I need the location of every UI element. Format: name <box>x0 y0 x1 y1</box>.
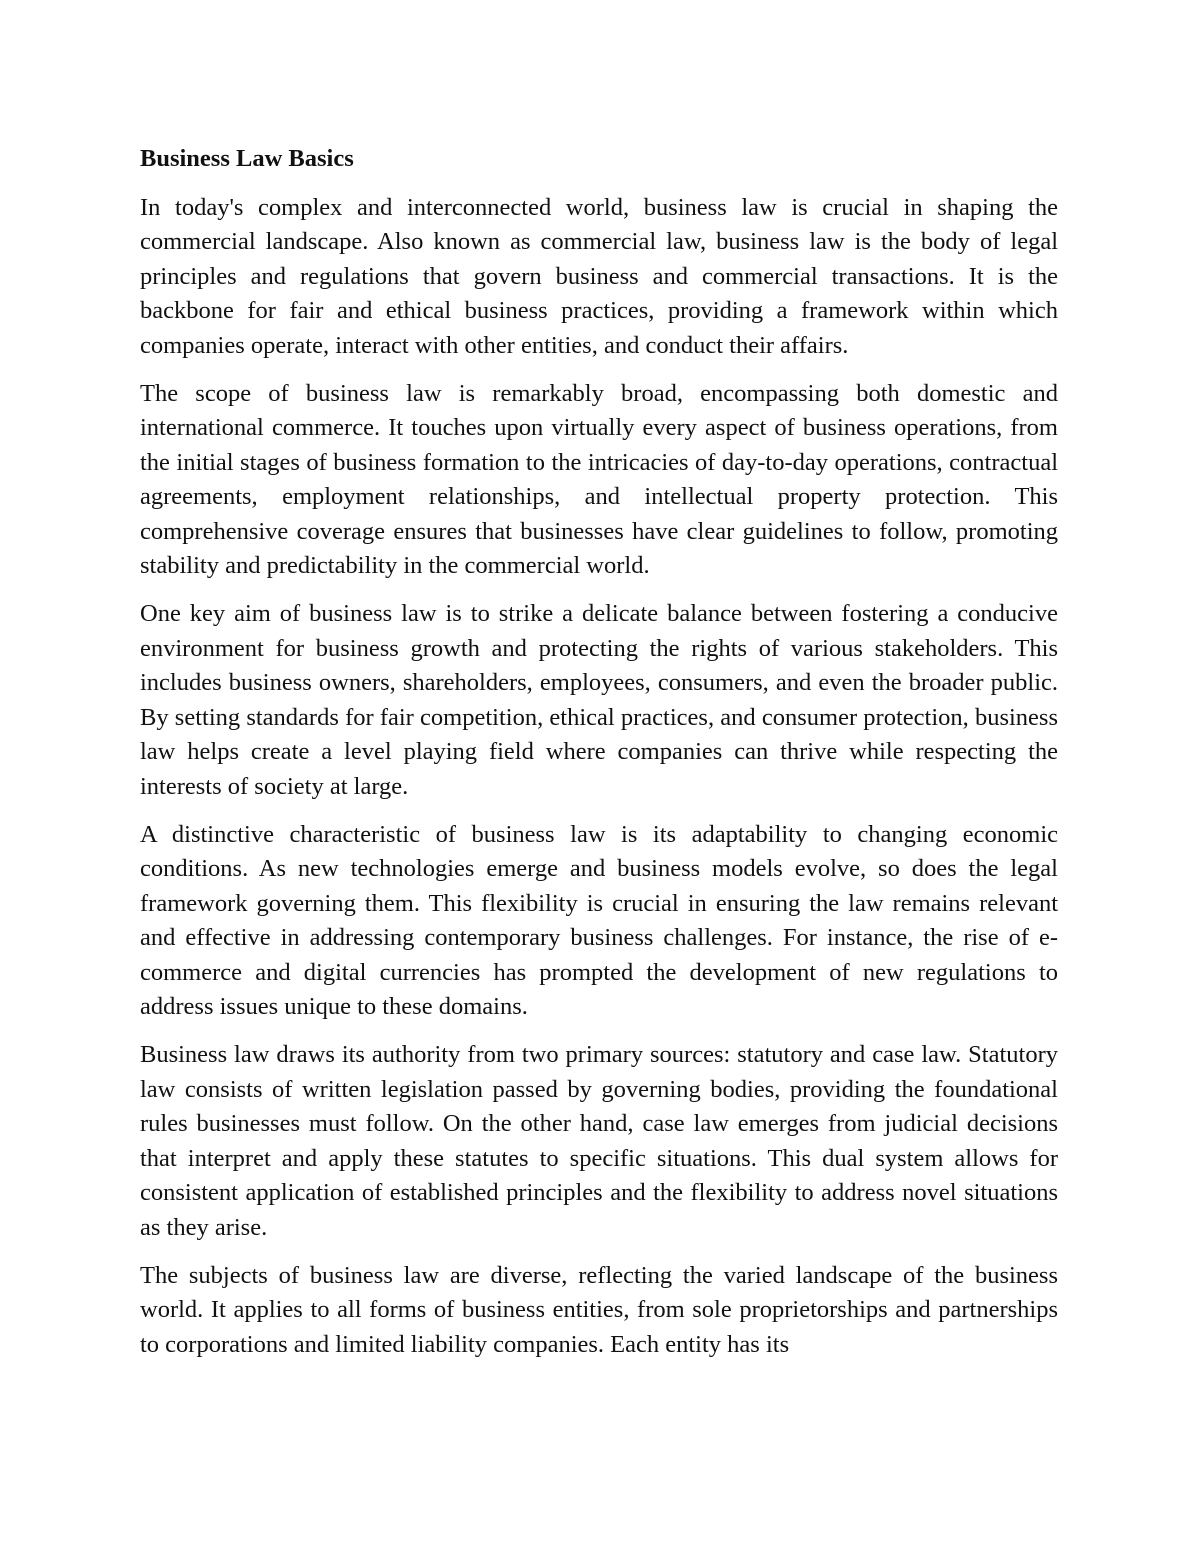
paragraph-6: The subjects of business law are diverse, reflecting the varied landscape of the business world. It applies to all forms of business entities, from sole proprietorships and partnerships to corporations and limited liability companies. Each entity has its <box>140 1261 1058 1358</box>
document-body <box>140 142 1058 1376</box>
paragraph-3: One key aim of business law is to strike a delicate balance between fostering a conducive environment for business growth and protecting the rights of various stakeholders. This includes business owners, shareholders, employees, consumers, and even the broader public. By setting standards for fair competition, ethical practices, and consumer protection, business law helps create a level playing field where companies can thrive while respecting the interests of society at large. <box>140 600 1058 800</box>
paragraph-2: The scope of business law is remarkably broad, encompassing both domestic and international commerce. It touches upon virtually every aspect of business operations, from the initial stages of business formation to the intricacies of day-to-day operations, contractual agreements, employment relationships, and intellectual property protection. This comprehensive coverage ensures that businesses have clear guidelines to follow, promoting stability and predictability in the commercial world. <box>140 379 1058 579</box>
document-title: Business Law Basics <box>140 145 354 172</box>
paragraph-1: In today's complex and interconnected world, business law is crucial in shaping the commercial landscape. Also known as commercial law, business law is the body of legal principles and regulations that govern business and commercial transactions. It is the backbone for fair and ethical business practices, providing a framework within which companies operate, interact with other entities, and conduct their affairs. <box>140 193 1058 359</box>
paragraph-5: Business law draws its authority from two primary sources: statutory and case law. Statutory law consists of written legislation passed by governing bodies, providing the foundational rules businesses must follow. On the other hand, case law emerges from judicial decisions that interpret and apply these statutes to specific situations. This dual system allows for consistent application of established principles and the flexibility to address novel situations as they arise. <box>140 1041 1058 1241</box>
paragraph-4: A distinctive characteristic of business law is its adaptability to changing economic conditions. As new technologies emerge and business models evolve, so does the legal framework governing them. This flexibility is crucial in ensuring the law remains relevant and effective in addressing contemporary business challenges. For instance, the rise of e-commerce and digital currencies has prompted the development of new regulations to address issues unique to these domains. <box>140 820 1058 1020</box>
